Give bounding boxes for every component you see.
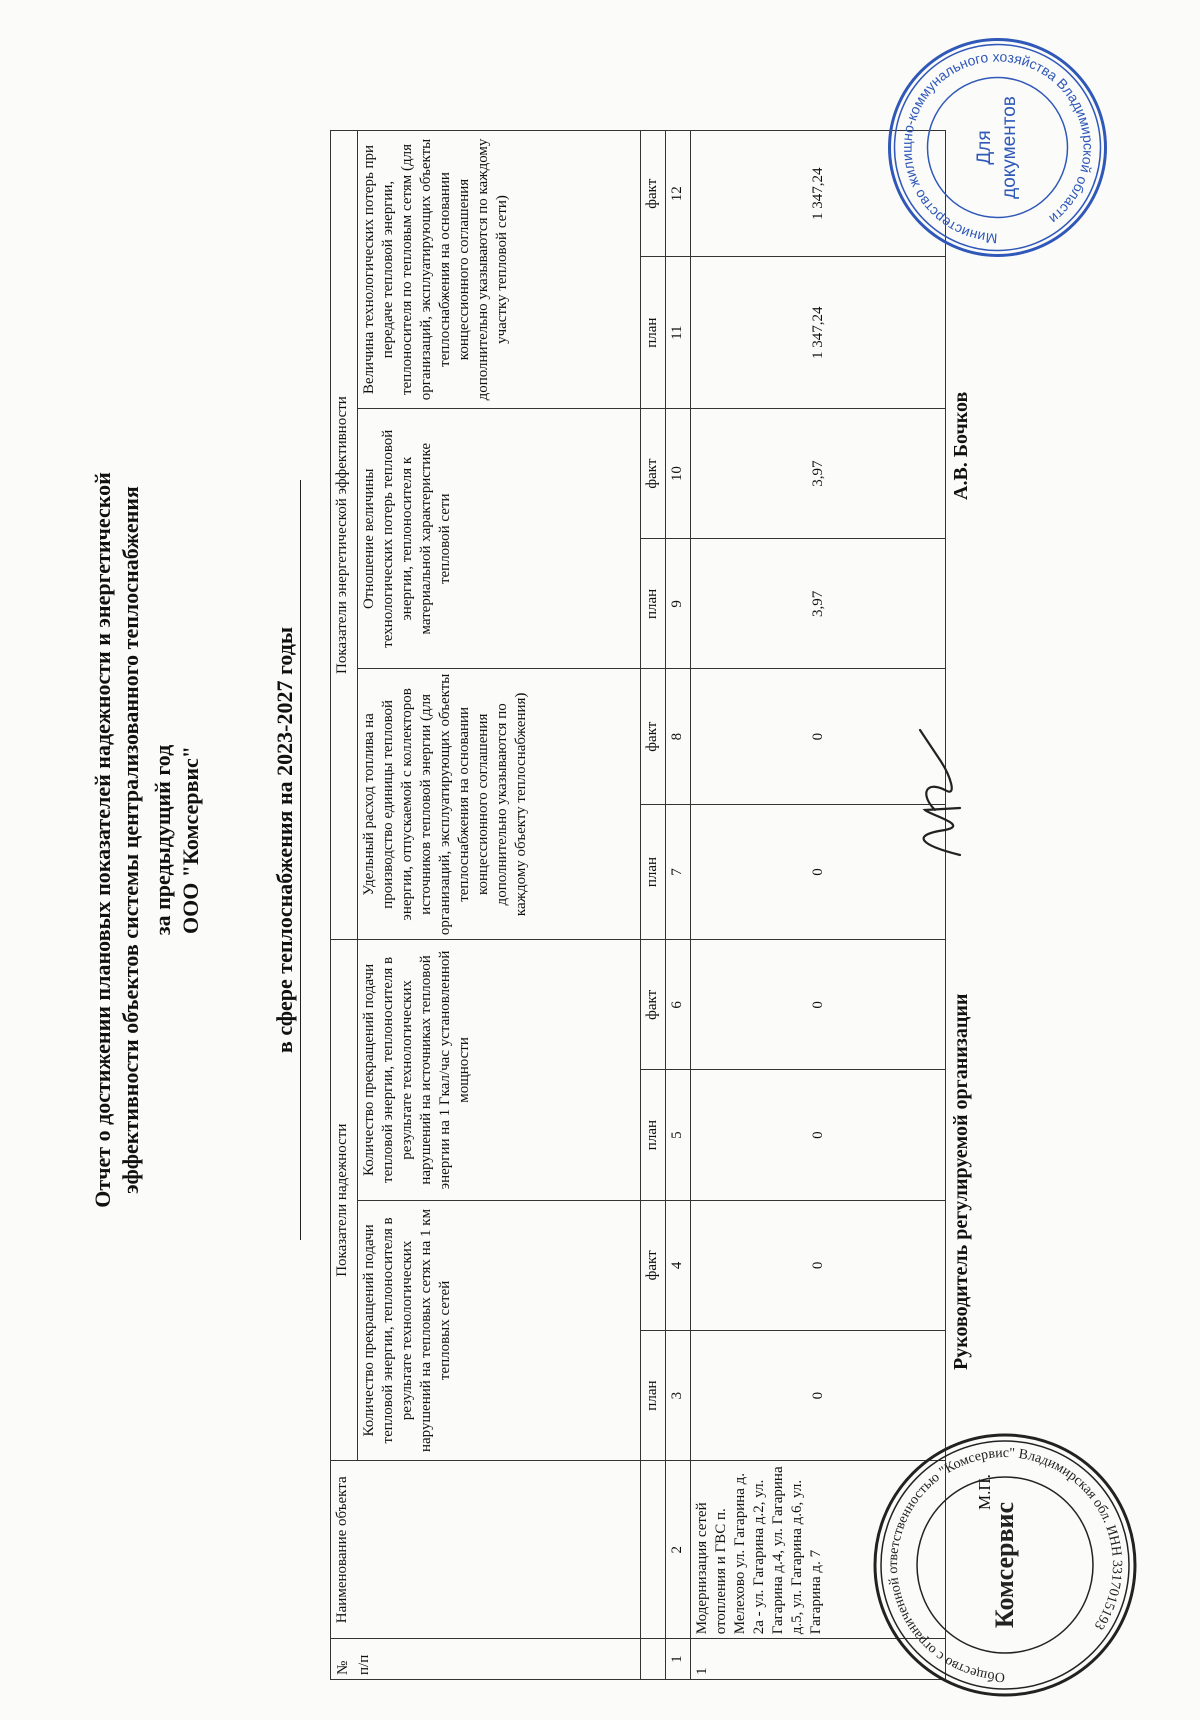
- column-number: 11: [666, 257, 691, 409]
- signatory-position: Руководитель регулируемой организации: [950, 993, 972, 1370]
- col-num-header: № п/п: [331, 1639, 641, 1680]
- row-number: 1: [691, 1639, 946, 1680]
- seal-place-label: М.П.: [975, 1474, 994, 1510]
- column-number: 5: [666, 1070, 691, 1200]
- group-reliability-header: Показатели надежности: [331, 940, 358, 1461]
- ministry-stamp-ring-text: Министерство жилищно-коммунального хозяйства Владимирской области: [898, 48, 1097, 247]
- column-number-row: [666, 131, 691, 1680]
- value-cell: 0: [691, 1070, 946, 1200]
- value-cell: 0: [691, 1330, 946, 1460]
- value-cell: 3,97: [691, 409, 946, 539]
- report-title-line-3: за предыдущий год: [150, 744, 175, 936]
- blank-cell: [641, 1461, 666, 1639]
- value-cell: 0: [691, 669, 946, 804]
- indicator-2-header: Количество прекращений подачи тепловой энергии, теплоносителя в результате технологических нарушений на источниках тепловой энергии на 1 Гкал/час установленной мощности: [358, 940, 641, 1201]
- indicators-table: [330, 130, 946, 1680]
- indicator-header-row: [358, 131, 641, 1680]
- fact-label: факт: [641, 131, 666, 257]
- value-cell: 1 347,24: [691, 131, 946, 257]
- value-cell: 0: [691, 940, 946, 1070]
- ministry-stamp: [885, 35, 1110, 260]
- fact-label: факт: [641, 940, 666, 1070]
- column-number: 10: [666, 409, 691, 539]
- fact-label: факт: [641, 1200, 666, 1330]
- value-cell: 1 347,24: [691, 257, 946, 409]
- indicator-4-header: Отношение величины технологических потерь тепловой энергии, теплоносителя к материальной характеристике тепловой сети: [358, 409, 641, 670]
- plan-label: план: [641, 1330, 666, 1460]
- indicator-5-header: Величина технологических потерь при передаче тепловой энергии, теплоносителя по тепловым сетям (для организаций, эксплуатирующих объекты теплоснабжения на основании концессионного соглашения дополнительно указываются по каждому участку тепловой сети): [358, 131, 641, 409]
- column-number: 12: [666, 131, 691, 257]
- company-seal: [870, 1430, 1140, 1700]
- column-number: 2: [666, 1461, 691, 1639]
- column-number: 8: [666, 669, 691, 804]
- column-number: 6: [666, 940, 691, 1070]
- fact-label: факт: [641, 409, 666, 539]
- indicator-1-header: Количество прекращений подачи тепловой энергии, теплоносителя в результате технологических нарушений на тепловых сетях на 1 км тепловых сетей: [358, 1200, 641, 1461]
- report-title-line-2: эффективности объектов системы централизованного теплоснабжения: [118, 486, 143, 1194]
- company-seal-center: Комсервис: [990, 1501, 1019, 1629]
- column-number: 3: [666, 1330, 691, 1460]
- value-cell: 0: [691, 1200, 946, 1330]
- signatory-name: А.В. Бочков: [950, 391, 972, 500]
- report-title-line-1: Отчет о достижении плановых показателей надежности и энергетической: [90, 472, 115, 1208]
- column-number: 7: [666, 804, 691, 939]
- column-number: 4: [666, 1200, 691, 1330]
- subtitle-underline: [300, 480, 301, 1240]
- ministry-stamp-center-1: Для: [974, 130, 995, 165]
- plan-label: план: [641, 257, 666, 409]
- plan-label: план: [641, 539, 666, 669]
- col-name-header: Наименование объекта: [331, 1461, 641, 1639]
- plan-label: план: [641, 1070, 666, 1200]
- group-energy-header: Показатели энергетической эффективности: [331, 131, 358, 940]
- column-number: 1: [666, 1639, 691, 1680]
- ministry-stamp-center-2: документов: [999, 96, 1020, 199]
- value-cell: 0: [691, 804, 946, 939]
- handwritten-signature: [890, 720, 980, 870]
- blank-cell: [641, 1639, 666, 1680]
- header-group-row: [331, 131, 358, 1680]
- fact-label: факт: [641, 669, 666, 804]
- value-cell: 3,97: [691, 539, 946, 669]
- indicator-3-header: Удельный расход топлива на производство единицы тепловой энергии, отпускаемой с коллекторов источников тепловой энергии (для организаций, эксплуатирующих объекты теплоснабжения на основании концессионного соглашения дополнительно указываются по каждому объекту теплоснабжения): [358, 669, 641, 940]
- object-name: Модернизация сетей отопления и ГВС п. Мелехово ул. Гагарина д. 2а - ул. Гагарина д.2, ул. Гагарина д.4, ул. Гагарина д.5, ул. Гагарина д.6, ул. Гагарина д. 7: [691, 1461, 946, 1639]
- column-number: 9: [666, 539, 691, 669]
- report-subtitle: в сфере теплоснабжения на 2023-2027 годы: [272, 626, 297, 1054]
- plan-label: план: [641, 804, 666, 939]
- company-seal-ring-text: Общество с ограниченной ответственностью "Комсервис" Владимирская обл. ИНН 3317015193: [885, 1445, 1125, 1685]
- organization-name: ООО "Комсервис": [178, 745, 203, 935]
- plan-fact-row: [641, 131, 666, 1680]
